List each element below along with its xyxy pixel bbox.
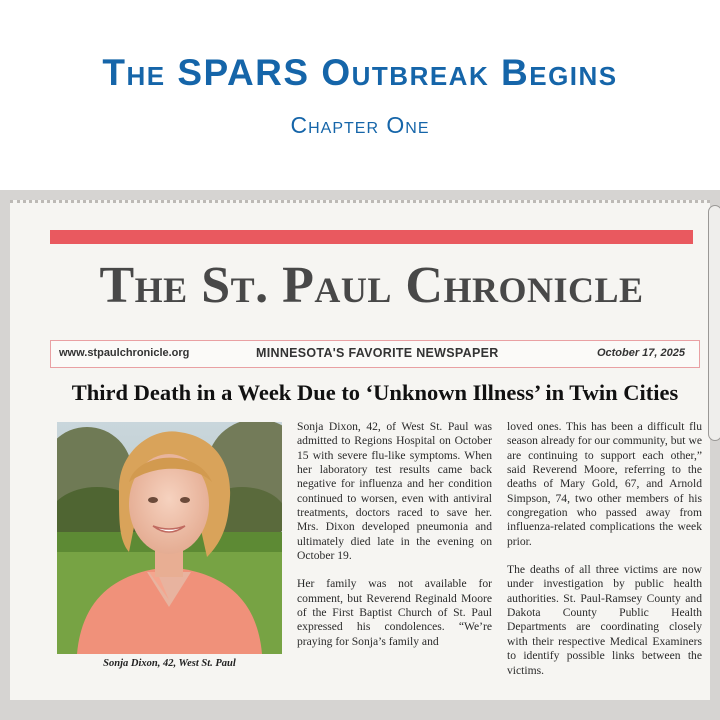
article-paragraph: Her family was not available for comment, but Reverend Reginald Moore of the First Baptist Church of St. Paul expressed his condolences. “We’re praying for Sonja’s family and [297, 577, 492, 648]
article-paragraph: The deaths of all three victims are now under investigation by public health authorities. St. Paul-Ramsey County and Dakota County Public Health Departments are coordinating closely with their respective Medical Examiners to identify possible links between the victims. [507, 563, 702, 677]
article-column-1 [297, 420, 492, 663]
scrollbar[interactable] [708, 205, 720, 441]
photo-caption: Sonja Dixon, 42, West St. Paul [103, 658, 236, 669]
issue-date: October 17, 2025 [596, 347, 685, 359]
newspaper-website: www.stpaulchronicle.org [59, 347, 190, 359]
masthead-accent-bar [50, 230, 693, 244]
chapter-subtitle: Chapter One [290, 112, 430, 138]
article-paragraph: Sonja Dixon, 42, of West St. Paul was admitted to Regions Hospital on October 15 with severe flu-like symptoms. When her laboratory test results came back negative for influenza and her condition continued to worsen, even with antiviral treatments, doctors raced to save her. Mrs. Dixon developed pneumonia and ultimately died late in the evening on October 19. [297, 420, 492, 563]
article-column-2 [507, 420, 702, 692]
article-photo [57, 422, 282, 654]
page-header [0, 0, 720, 190]
newspaper-tagline: MINNESOTA'S FAVORITE NEWSPAPER [256, 346, 499, 360]
article-headline: Third Death in a Week Due to ‘Unknown Illness’ in Twin Cities [71, 380, 679, 405]
newspaper-info-bar [50, 340, 700, 368]
newspaper-masthead: The St. Paul Chronicle [99, 257, 644, 314]
page-title: The SPARS Outbreak Begins [102, 52, 618, 93]
article-paragraph: loved ones. This has been a difficult flu season already for our community, but we are continuing to support each other,” said Reverend Moore, referring to the deaths of Mary Gold, 67, and Arnold Simpson, 74, two other members of his congregation who passed away from influenza-related complications the week prior. [507, 420, 702, 548]
